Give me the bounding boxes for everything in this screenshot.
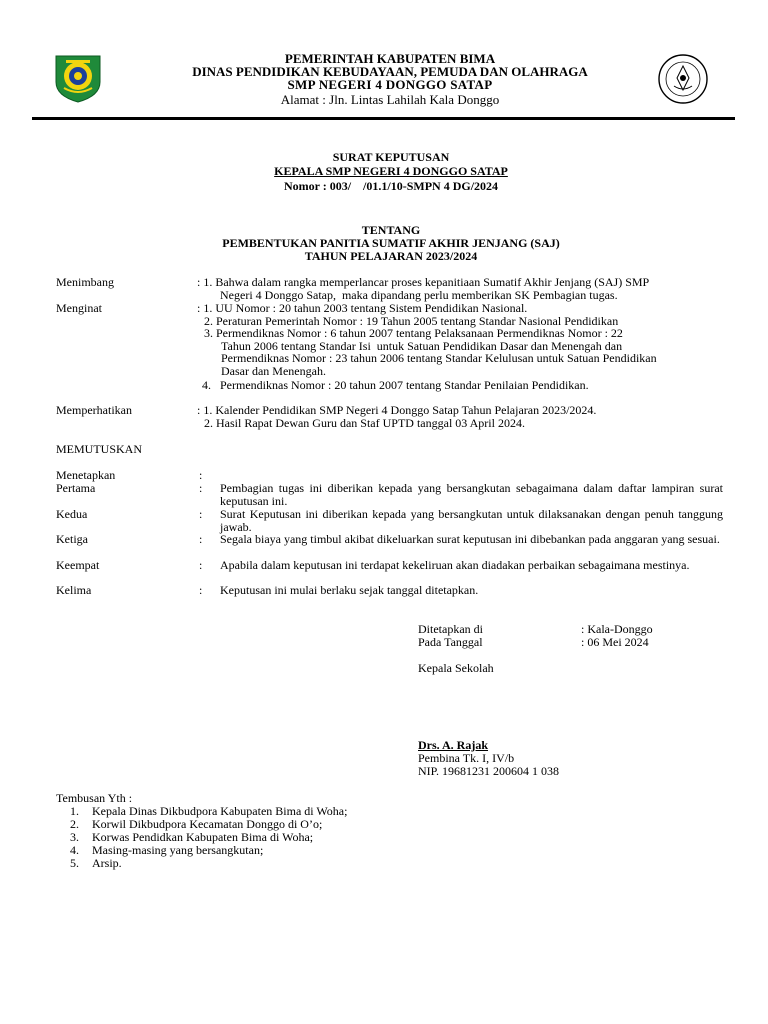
mengingat-line-4: Tahun 2006 tentang Standar Isi untuk Satuan Pendidikan Dasar dan Menengah dan <box>221 339 623 353</box>
tembusan-title: Tembusan Yth : <box>56 791 133 805</box>
regency-logo <box>52 52 104 104</box>
ketiga-label: Ketiga <box>56 532 88 546</box>
menimbang-label: Menimbang <box>56 275 114 289</box>
keempat-text: Apabila dalam keputusan ini terdapat kekeliruan akan diadakan perbaikan sebagaimana mestinya. <box>220 558 690 572</box>
letterhead-line-1: PEMERINTAH KABUPATEN BIMA <box>284 51 496 66</box>
tembusan-num-2: 2. <box>70 817 79 831</box>
signer-name: Drs. A. Rajak <box>418 738 489 752</box>
letterhead-line-2: DINAS PENDIDIKAN KEBUDAYAAN, PEMUDA DAN OLAHRAGA <box>192 64 588 79</box>
memutuskan-heading: MEMUTUSKAN <box>56 442 143 456</box>
tembusan-item-1: Kepala Dinas Dikbudpora Kabupaten Bima di Woha; <box>92 804 348 818</box>
memperhatikan-label: Memperhatikan <box>56 403 132 417</box>
mengingat-label: Menginat <box>56 301 102 315</box>
tembusan-item-4: Masing-masing yang bersangkutan; <box>92 843 264 857</box>
tembusan-item-2: Korwil Dikbudpora Kecamatan Donggo di O’o; <box>92 817 323 831</box>
kedua-text: Surat Keputusan ini diberikan kepada yang bersangkutan untuk dilaksanakan dengan penuh tanggung jawab. <box>220 507 723 534</box>
doc-title: SURAT KEPUTUSAN <box>332 150 450 164</box>
letterhead-address: Alamat : Jln. Lintas Lahilah Kala Donggo <box>280 92 500 107</box>
signer-nip: NIP. 19681231 200604 1 038 <box>418 764 560 778</box>
memperhatikan-line-2: 2. Hasil Rapat Dewan Guru dan Staf UPTD tanggal 03 April 2024. <box>204 416 525 430</box>
tanggal-value: : 06 Mei 2024 <box>581 635 649 649</box>
mengingat-line-5: Permendiknas Nomor : 23 tahun 2006 tentang Standar Kelulusan untuk Satuan Pendidikan <box>221 351 657 365</box>
keempat-label: Keempat <box>56 558 100 572</box>
pertama-label: Pertama <box>56 481 96 495</box>
letterhead-line-3: SMP NEGERI 4 DONGGO SATAP <box>287 77 493 92</box>
education-seal-logo <box>656 52 710 106</box>
subject-title: PEMBENTUKAN PANITIA SUMATIF AKHIR JENJANG (SAJ) <box>222 236 560 250</box>
menetapkan-label: Menetapkan <box>56 468 116 482</box>
memperhatikan-line-1: : 1. Kalender Pendidikan SMP Negeri 4 Donggo Satap Tahun Pelajaran 2023/2024. <box>197 403 597 417</box>
mengingat-line-1: : 1. UU Nomor : 20 tahun 2003 tentang Sistem Pendidikan Nasional. <box>197 301 528 315</box>
doc-number: Nomor : 003/ /01.1/10-SMPN 4 DG/2024 <box>283 179 499 193</box>
kelima-colon: : <box>199 583 203 597</box>
tanggal-label: Pada Tanggal <box>418 635 483 649</box>
subject-heading: TENTANG <box>361 223 421 237</box>
ditetapkan-label: Ditetapkan di <box>418 622 483 636</box>
mengingat-line-3: 3. Permendiknas Nomor : 6 tahun 2007 tentang Pelaksanaan Permendiknas Nomor : 22 <box>204 326 623 340</box>
doc-issuer <box>0 165 768 178</box>
menimbang-line-1: : 1. Bahwa dalam rangka memperlancar proses kepanitiaan Sumatif Akhir Jenjang (SAJ) SMP <box>197 275 650 289</box>
mengingat-line-7: 4. Permendiknas Nomor : 20 tahun 2007 tentang Standar Penilaian Pendidikan. <box>202 378 589 392</box>
mengingat-line-2: 2. Peraturan Pemerintah Nomor : 19 Tahun 2005 tentang Standar Nasional Pendidikan <box>204 314 619 328</box>
pertama-colon: : <box>199 481 203 495</box>
tembusan-num-4: 4. <box>70 843 79 857</box>
mengingat-line-6: Dasar dan Menengah. <box>221 364 326 378</box>
signer-rank: Pembina Tk. I, IV/b <box>418 751 515 765</box>
keempat-colon: : <box>199 558 203 572</box>
ketiga-colon: : <box>199 532 203 546</box>
kelima-label: Kelima <box>56 583 92 597</box>
doc-issuer-text: KEPALA SMP NEGERI 4 DONGGO SATAP <box>274 164 508 178</box>
signer-position: Kepala Sekolah <box>418 661 494 675</box>
menetapkan-colon: : <box>199 468 203 482</box>
subject-year: TAHUN PELAJARAN 2023/2024 <box>304 249 478 263</box>
menimbang-line-2: Negeri 4 Donggo Satap, maka dipandang perlu memberikan SK Pembagian tugas. <box>220 288 618 302</box>
tembusan-num-3: 3. <box>70 830 79 844</box>
ditetapkan-value: : Kala-Donggo <box>581 622 653 636</box>
tembusan-num-1: 1. <box>70 804 79 818</box>
kedua-label: Kedua <box>56 507 88 521</box>
tembusan-item-5: Arsip. <box>92 856 122 870</box>
ketiga-text: Segala biaya yang timbul akibat dikeluarkan surat keputusan ini dibebankan pada anggaran yang sesuai. <box>220 532 720 546</box>
kelima-text: Keputusan ini mulai berlaku sejak tanggal ditetapkan. <box>220 583 479 597</box>
letterhead-rule <box>32 117 735 120</box>
tembusan-item-3: Korwas Pendidkan Kabupaten Bima di Woha; <box>92 830 314 844</box>
kedua-colon: : <box>199 507 203 521</box>
tembusan-num-5: 5. <box>70 856 79 870</box>
pertama-text: Pembagian tugas ini diberikan kepada yang bersangkutan sebagaimana dalam daftar lampiran surat keputusan ini. <box>220 481 723 508</box>
